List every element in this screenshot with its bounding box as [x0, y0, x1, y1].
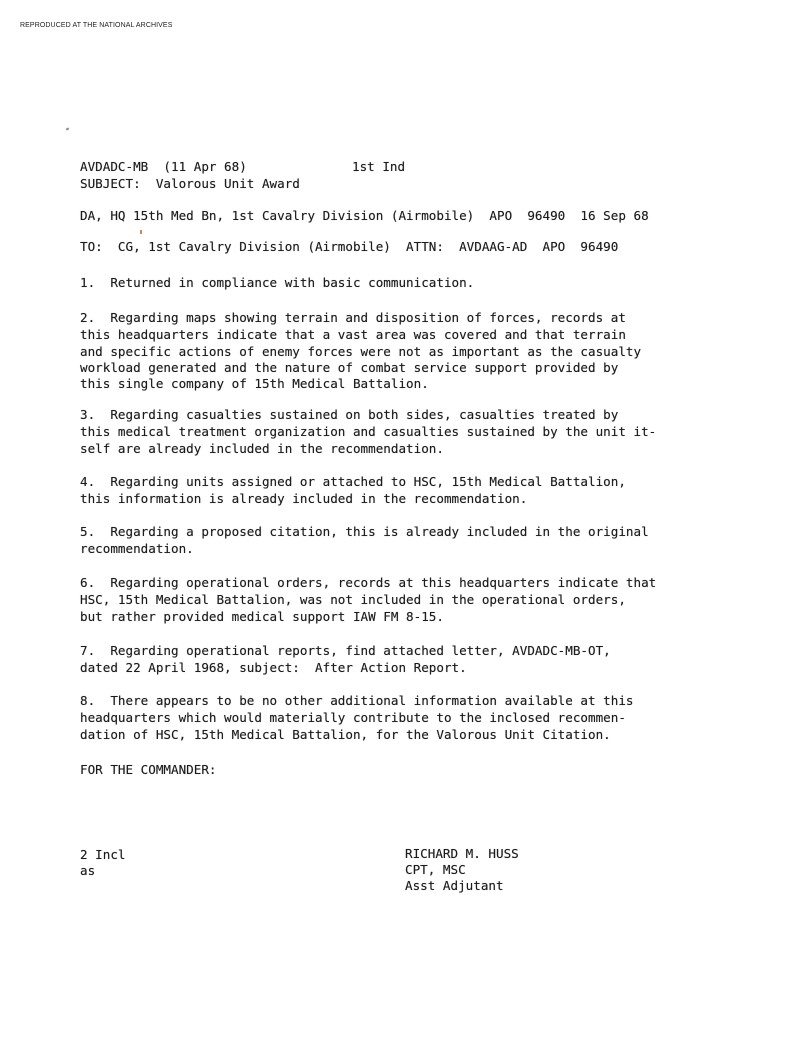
paragraph-6-line: 6. Regarding operational orders, records at this headquarters indicate that	[80, 575, 657, 590]
paragraph-2-line: and specific actions of enemy forces were not as important as the casualty	[80, 344, 642, 359]
archives-stamp: REPRODUCED AT THE NATIONAL ARCHIVES	[20, 22, 173, 29]
paragraph-2-line: this headquarters indicate that a vast area was covered and that terrain	[80, 327, 626, 342]
inclosure-count: 2 Incl	[80, 847, 126, 862]
paragraph-6-line: but rather provided medical support IAW FM 8-15.	[80, 609, 444, 624]
paragraph-2-line: workload generated and the nature of combat service support provided by	[80, 360, 619, 375]
from-line: DA, HQ 15th Med Bn, 1st Cavalry Division (Airmobile) APO 96490 16 Sep 68	[80, 208, 649, 223]
paragraph-8-line: 8. There appears to be no other additional information available at this	[80, 693, 634, 708]
paragraph-2-line: 2. Regarding maps showing terrain and disposition of forces, records at	[80, 310, 626, 325]
header-indorsement: 1st Ind	[352, 159, 406, 174]
to-line: TO: CG, 1st Cavalry Division (Airmobile) ATTN: AVDAAG-AD APO 96490	[80, 239, 619, 254]
paragraph-3-line: 3. Regarding casualties sustained on both sides, casualties treated by	[80, 407, 619, 422]
closing-line: FOR THE COMMANDER:	[80, 762, 217, 777]
signer-name: RICHARD M. HUSS	[405, 846, 519, 861]
paragraph-1-line: 1. Returned in compliance with basic communication.	[80, 275, 475, 290]
paragraph-3-line: self are already included in the recommendation.	[80, 441, 444, 456]
signer-title: Asst Adjutant	[405, 878, 504, 893]
paragraph-3-line: this medical treatment organization and casualties sustained by the unit it-	[80, 424, 657, 439]
paragraph-8-line: headquarters which would materially contribute to the inclosed recommen-	[80, 710, 626, 725]
paragraph-5-line: recommendation.	[80, 541, 194, 556]
paragraph-7-line: dated 22 April 1968, subject: After Action Report.	[80, 660, 467, 675]
paragraph-6-line: HSC, 15th Medical Battalion, was not included in the operational orders,	[80, 592, 626, 607]
paragraph-7-line: 7. Regarding operational reports, find attached letter, AVDADC-MB-OT,	[80, 643, 611, 658]
inclosure-note: as	[80, 863, 96, 878]
scan-mark	[66, 127, 70, 130]
subject-line: SUBJECT: Valorous Unit Award	[80, 176, 300, 191]
paragraph-4-line: 4. Regarding units assigned or attached to HSC, 15th Medical Battalion,	[80, 474, 626, 489]
paragraph-8-line: dation of HSC, 15th Medical Battalion, for the Valorous Unit Citation.	[80, 727, 611, 742]
header-ref: AVDADC-MB (11 Apr 68)	[80, 159, 247, 174]
memo-body	[80, 0, 720, 980]
signer-rank: CPT, MSC	[405, 862, 466, 877]
paragraph-4-line: this information is already included in the recommendation.	[80, 491, 528, 506]
paragraph-2-line: this single company of 15th Medical Battalion.	[80, 376, 429, 391]
paragraph-5-line: 5. Regarding a proposed citation, this is already included in the original	[80, 524, 649, 539]
